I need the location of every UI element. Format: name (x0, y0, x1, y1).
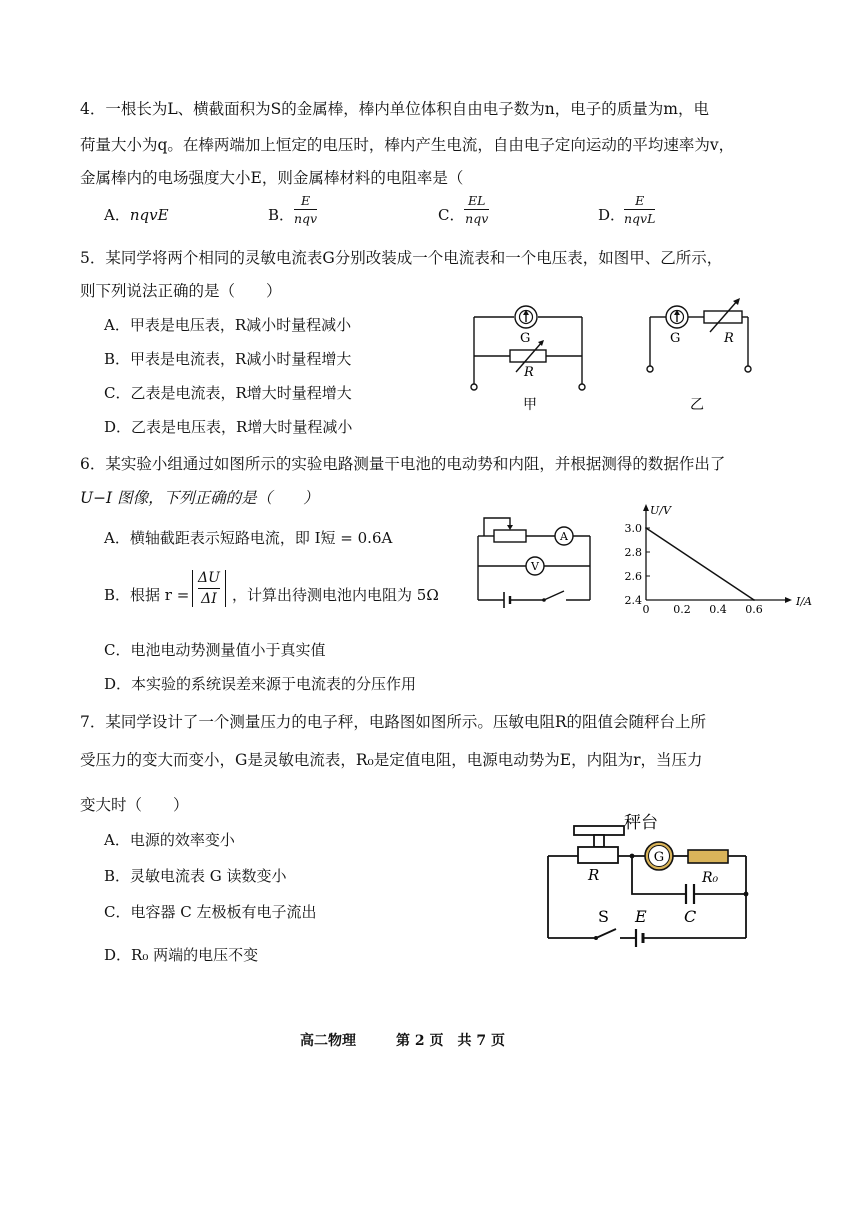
q6-option-b-numerator: ΔU (198, 570, 220, 589)
ui-series-line (646, 528, 754, 600)
q5-yi-r-label: R (724, 331, 734, 346)
q7-pressure-sensor (574, 826, 624, 863)
q6-option-b-abs-fraction (192, 570, 226, 607)
q6-option-b-suffix: ，计算出待测电池内电阻为 5Ω (232, 586, 439, 604)
q7-junction-dot (744, 892, 749, 897)
q6-stem-line2: U−I 图像，下列正确的是（ ） (80, 489, 319, 507)
q6-option-b-prefix: B．根据 r = (104, 586, 190, 604)
q7-option-c: C．电容器 C 左极板有电子流出 (104, 903, 317, 921)
q5-figure-yi (640, 298, 760, 416)
q7-galvanometer (645, 842, 673, 870)
q4-option-b-numerator: E (294, 193, 317, 210)
q6-ammeter-label: A (560, 530, 568, 543)
q4-option-c-fraction (464, 193, 489, 226)
q7-option-a: A．电源的效率变小 (104, 831, 235, 849)
q6-option-a: A．横轴截距表示短路电流，即 I短 = 0.6A (104, 529, 393, 547)
q7-stem-line1: 7．某同学设计了一个测量压力的电子秤，电路图如图所示。压敏电阻R的阻值会随秤台上所 (80, 713, 707, 731)
q5-stem-line2: 则下列说法正确的是（ ） (80, 282, 282, 300)
q4-option-d-fraction (624, 193, 655, 226)
x-tick-label: 0.4 (709, 603, 727, 616)
q6-circuit (470, 508, 600, 610)
q6-voltmeter-label: V (531, 560, 539, 573)
q4-option-c-label: C． (438, 206, 465, 224)
ui-data-point (753, 599, 755, 601)
q4-option-d-label: D． (598, 206, 626, 224)
q4-stem-line2: 荷量大小为q。在棒两端加上恒定的电压时，棒内产生电流，自由电子定向运动的平均速率为v， (80, 136, 735, 154)
q4-option-a-label: A． (104, 206, 130, 224)
q7-switch-contact (594, 936, 598, 940)
x-tick-label: 0 (642, 603, 650, 616)
q7-junction-dot (630, 854, 635, 859)
q7-scale-circuit (540, 808, 765, 958)
q4-option-d-denominator: nqvL (624, 211, 656, 226)
q7-e-label: E (635, 907, 647, 926)
q7-r0-label: R₀ (702, 870, 719, 886)
q4-stem-line3: 金属棒内的电场强度大小E，则金属棒材料的电阻率是（ (80, 169, 464, 187)
y-tick-label: 2.6 (624, 570, 642, 583)
y-axis-label: U/V (650, 504, 671, 517)
x-tick-label: 0.6 (745, 603, 763, 616)
q5-option-d: D．乙表是电压表，R增大时量程减小 (104, 418, 353, 436)
q5-option-b: B．甲表是电流表，R减小时量程增大 (104, 350, 352, 368)
x-axis-label: I/A (796, 595, 812, 608)
q5-figure-jia (460, 298, 600, 416)
q7-platform-label: 秤台 (624, 813, 658, 833)
q4-option-d-numerator: E (624, 193, 655, 210)
y-tick-label: 2.4 (624, 594, 642, 607)
q6-option-b-denominator: ΔI (201, 591, 217, 607)
x-tick-label: 0.2 (673, 603, 691, 616)
x-axis-arrow-icon (785, 597, 792, 603)
q5-stem-line1: 5．某同学将两个相同的灵敏电流表G分别改装成一个电流表和一个电压表，如图甲、乙所示， (80, 249, 723, 267)
q7-r0-resistor (688, 850, 728, 863)
q7-r-label: R (588, 866, 600, 884)
q6-rheostat-slider-arrow-icon (507, 525, 513, 530)
q4-option-a-text: nqvE (129, 206, 169, 224)
q7-c-label: C (684, 907, 697, 926)
q4-option-c-denominator: nqv (465, 211, 489, 226)
q7-s-label: S (598, 907, 609, 926)
q5-jia-g-label: G (520, 331, 531, 346)
q7-stem-line2: 受压力的变大而变小，G是灵敏电流表，R₀是定值电阻，电源电动势为E，内阻为r，当压力 (80, 751, 703, 769)
q6-voltmeter (526, 557, 544, 575)
q4-option-b-label: B． (268, 206, 295, 224)
y-tick-label: 2.8 (624, 546, 642, 559)
q5-yi-caption: 乙 (690, 397, 704, 413)
y-tick-label: 3.0 (624, 522, 642, 535)
q5-jia-r-label: R (524, 365, 534, 380)
q6-stem-line1: 6．某实验小组通过如图所示的实验电路测量干电池的电动势和内阻，并根据测得的数据作出了 (80, 455, 726, 473)
q6-option-d: D．本实验的系统误差来源于电流表的分压作用 (104, 675, 417, 693)
q5-yi-galvanometer (666, 306, 688, 328)
q7-option-b: B．灵敏电流表 G 读数变小 (104, 867, 287, 885)
ui-data-point (645, 527, 647, 529)
q4-option-c-numerator: EL (464, 193, 489, 210)
q7-stem-line3: 变大时（ ） (80, 796, 189, 814)
footer-page-number: 第 2 页 共 7 页 (396, 1033, 505, 1049)
q4-option-b-fraction (294, 193, 317, 226)
q4-option-b-denominator: nqv (294, 211, 318, 226)
q4-stem-line1: 4．一根长为L、横截面积为S的金属棒，棒内单位体积自由电子数为n，电子的质量为m，电 (80, 100, 709, 118)
q7-g-label: G (653, 850, 665, 865)
q5-yi-g-label: G (670, 331, 681, 346)
q6-ammeter (555, 527, 573, 545)
q5-option-c: C．乙表是电流表，R增大时量程增大 (104, 384, 352, 402)
q6-ui-chart (600, 500, 830, 622)
footer-subject: 高二物理 (300, 1033, 356, 1049)
q4-option-a (104, 204, 169, 225)
q5-jia-galvanometer (515, 306, 537, 328)
q7-option-d: D．R₀ 两端的电压不变 (104, 946, 259, 964)
q6-option-c: C．电池电动势测量值小于真实值 (104, 641, 326, 659)
y-axis-arrow-icon (643, 504, 649, 511)
q5-jia-caption: 甲 (523, 397, 537, 413)
q6-switch-left-contact (542, 598, 546, 602)
q5-option-a: A．甲表是电压表，R减小时量程减小 (104, 316, 352, 334)
